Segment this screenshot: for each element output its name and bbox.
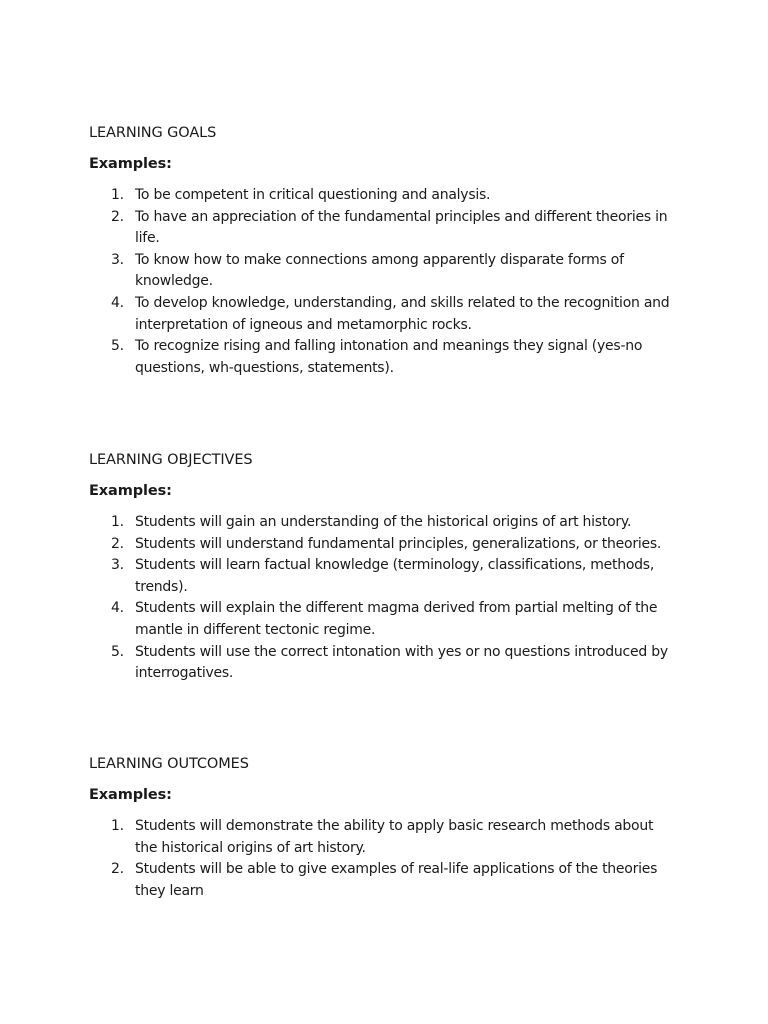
list-item-text: Students will use the correct intonation with yes or no questions introduced by interrogatives. <box>135 643 668 682</box>
list-number: 5. <box>111 338 124 355</box>
list-item-text: Students will gain an understanding of the historical origins of art history. <box>135 514 632 530</box>
list-item <box>89 555 679 598</box>
section-heading: LEARNING OUTCOMES <box>89 756 249 772</box>
list-item <box>89 642 679 685</box>
list-number: 1. <box>111 818 124 834</box>
learning-outcomes-section <box>89 755 679 902</box>
examples-label: Examples: <box>89 787 172 803</box>
list-item <box>89 207 679 250</box>
list-number: 2. <box>111 535 124 552</box>
list-number: 4. <box>111 294 124 311</box>
list-item <box>89 336 679 379</box>
list-number: 4. <box>111 600 124 617</box>
list-item-text: To know how to make connections among apparently disparate forms of knowledge. <box>135 251 624 290</box>
list-item-text: To have an appreciation of the fundamental principles and different theories in life. <box>135 208 668 247</box>
list-number: 3. <box>111 251 124 268</box>
list-item <box>89 185 679 207</box>
examples-list <box>89 512 679 685</box>
list-item-text: To develop knowledge, understanding, and skills related to the recognition and interpretation of igneous and metamorphic rocks. <box>135 294 670 333</box>
list-item <box>89 859 679 902</box>
examples-label: Examples: <box>89 156 172 172</box>
list-item <box>89 293 679 336</box>
section-heading: LEARNING GOALS <box>89 125 217 141</box>
list-number: 1. <box>111 187 124 203</box>
list-number: 1. <box>111 514 124 530</box>
list-item-text: Students will be able to give examples of real-life applications of the theories they learn <box>135 861 658 899</box>
list-item <box>89 598 679 641</box>
list-item <box>89 816 679 859</box>
list-item-text: Students will explain the different magma derived from partial melting of the mantle in different tectonic regime. <box>135 600 658 638</box>
examples-list <box>89 185 679 379</box>
examples-list <box>89 816 679 902</box>
section-heading: LEARNING OBJECTIVES <box>89 452 253 468</box>
list-number: 5. <box>111 643 124 660</box>
learning-objectives-section <box>89 451 679 685</box>
list-number: 3. <box>111 557 124 574</box>
list-item-text: Students will understand fundamental principles, generalizations, or theories. <box>135 535 662 552</box>
list-number: 2. <box>111 861 124 878</box>
list-item <box>89 534 679 556</box>
examples-label: Examples: <box>89 483 172 499</box>
list-item-text: To recognize rising and falling intonation and meanings they signal (yes-no questions, wh-questions, statements). <box>135 338 643 376</box>
list-item <box>89 250 679 293</box>
list-item-text: Students will demonstrate the ability to apply basic research methods about the historical origins of art history. <box>135 818 654 856</box>
list-item-text: To be competent in critical questioning and analysis. <box>135 187 491 203</box>
learning-goals-section <box>89 124 679 379</box>
list-item-text: Students will learn factual knowledge (terminology, classifications, methods, trends). <box>135 557 655 595</box>
list-number: 2. <box>111 208 124 225</box>
list-item <box>89 512 679 534</box>
